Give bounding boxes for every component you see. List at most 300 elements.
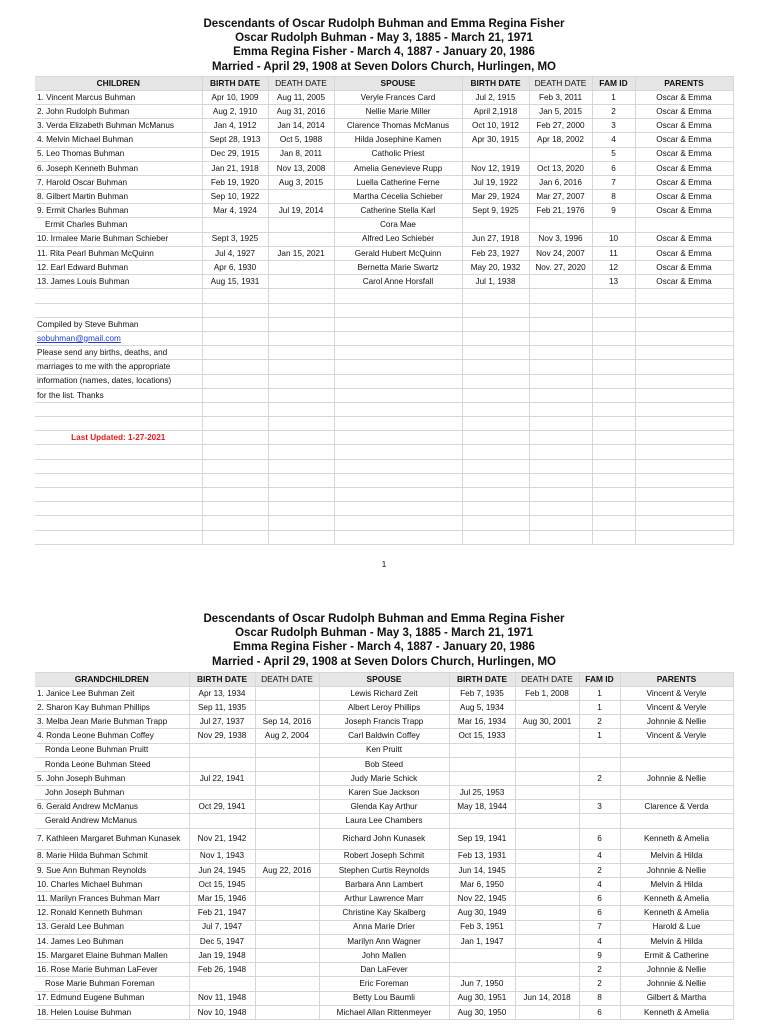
- table-cell: 2: [579, 771, 620, 785]
- table-cell: [449, 743, 515, 757]
- table-cell: [529, 303, 592, 317]
- table-cell: Aug 22, 2016: [255, 863, 319, 877]
- table-cell: [462, 360, 529, 374]
- table-cell: [334, 374, 462, 388]
- table-cell: Dec 29, 1915: [202, 147, 268, 161]
- table-cell: Mar 15, 1946: [189, 892, 255, 906]
- table-cell: [202, 488, 268, 502]
- table-cell: [268, 402, 334, 416]
- table-cell: Sep 11, 1935: [189, 700, 255, 714]
- empty-row: [35, 417, 733, 431]
- table-row: [35, 863, 733, 877]
- table-cell: [620, 757, 733, 771]
- table-cell: Nov 1, 1943: [189, 849, 255, 863]
- table-cell: [579, 786, 620, 800]
- table-cell: Ken Pruitt: [319, 743, 449, 757]
- table-cell: [515, 771, 579, 785]
- table-cell: 10. Charles Michael Buhman: [35, 878, 189, 892]
- table-cell: [515, 934, 579, 948]
- table-cell: Nellie Marie Miller: [334, 104, 462, 118]
- table-cell: [635, 360, 733, 374]
- table-cell: [268, 516, 334, 530]
- table-cell: Feb 21, 1947: [189, 906, 255, 920]
- table-cell: [515, 828, 579, 849]
- table-row: [35, 828, 733, 849]
- table-cell: [189, 757, 255, 771]
- table-cell: [449, 814, 515, 828]
- table-cell: [202, 317, 268, 331]
- table-cell: 15. Margaret Elaine Buhman Mallen: [35, 948, 189, 962]
- table-cell: [592, 374, 635, 388]
- table-row: [35, 948, 733, 962]
- empty-row: [35, 402, 733, 416]
- table-cell: [268, 303, 334, 317]
- table-cell: Sept 3, 1925: [202, 232, 268, 246]
- table-cell: [635, 473, 733, 487]
- table-row: [35, 991, 733, 1005]
- table-cell: Johnnie & Nellie: [620, 977, 733, 991]
- table-row: [35, 204, 733, 218]
- table-cell: [255, 828, 319, 849]
- table-cell: Apr 30, 1915: [462, 133, 529, 147]
- table-cell: [620, 743, 733, 757]
- table-cell: 1: [579, 729, 620, 743]
- table-row: [35, 977, 733, 991]
- table-cell: [255, 1005, 319, 1019]
- table-cell: Apr 6, 1930: [202, 261, 268, 275]
- table-cell: Nov 10, 1948: [189, 1005, 255, 1019]
- table-cell: Feb 13, 1931: [449, 849, 515, 863]
- table-cell: Oscar & Emma: [635, 275, 733, 289]
- table-cell: [462, 445, 529, 459]
- table-cell: [529, 459, 592, 473]
- column-header: SPOUSE: [319, 673, 449, 687]
- table-cell: [635, 488, 733, 502]
- request-note: information (names, dates, locations): [35, 374, 202, 388]
- table-cell: Kenneth & Amelia: [620, 906, 733, 920]
- table-cell: Bob Steed: [319, 757, 449, 771]
- table-cell: [529, 516, 592, 530]
- table-cell: [592, 402, 635, 416]
- table-cell: [462, 516, 529, 530]
- table-cell: [268, 530, 334, 544]
- table-cell: Apr 18, 2002: [529, 133, 592, 147]
- table-cell: [255, 686, 319, 700]
- table-cell: [515, 786, 579, 800]
- table-cell: [268, 388, 334, 402]
- table-cell: Alfred Leo Schieber: [334, 232, 462, 246]
- table-cell: [462, 346, 529, 360]
- table-cell: Kenneth & Amelia: [620, 1005, 733, 1019]
- table-cell: 2: [579, 963, 620, 977]
- table-cell: [592, 431, 635, 445]
- table-row: [35, 934, 733, 948]
- table-cell: [515, 906, 579, 920]
- table-cell: Jan 14, 2014: [268, 119, 334, 133]
- table-cell: [255, 771, 319, 785]
- table-cell: [35, 303, 202, 317]
- table-cell: 6. Joseph Kenneth Buhman: [35, 161, 202, 175]
- table-cell: 12. Ronald Kenneth Buhman: [35, 906, 189, 920]
- table-cell: Lewis Richard Zeit: [319, 686, 449, 700]
- table-cell: May 18, 1944: [449, 800, 515, 814]
- table-cell: Feb 7, 1935: [449, 686, 515, 700]
- table-cell: [620, 786, 733, 800]
- table-cell: 12: [592, 261, 635, 275]
- table-cell: [35, 516, 202, 530]
- table-cell: [635, 317, 733, 331]
- table-cell: [255, 991, 319, 1005]
- empty-row: [35, 502, 733, 516]
- table-cell: [592, 346, 635, 360]
- table-cell: [635, 303, 733, 317]
- table-cell: [268, 502, 334, 516]
- table-cell: [592, 473, 635, 487]
- table-cell: Sep 19, 1941: [449, 828, 515, 849]
- table-cell: [462, 530, 529, 544]
- table-cell: [635, 374, 733, 388]
- table-cell: [635, 218, 733, 232]
- table-cell: [334, 388, 462, 402]
- table-cell: [449, 757, 515, 771]
- table-cell: [268, 331, 334, 345]
- table-cell: Luella Catherine Ferne: [334, 175, 462, 189]
- table-cell: Jan 19, 1948: [189, 948, 255, 962]
- table-cell: [202, 431, 268, 445]
- table-cell: Nov 24, 2007: [529, 246, 592, 260]
- table-cell: Ermit Charles Buhman: [35, 218, 202, 232]
- table-cell: Nov. 27, 2020: [529, 261, 592, 275]
- column-header: CHILDREN: [35, 77, 202, 91]
- table-cell: [189, 786, 255, 800]
- table-cell: Gerald Hubert McQuinn: [334, 246, 462, 260]
- table-cell: Aug 2, 1910: [202, 104, 268, 118]
- table-cell: [529, 317, 592, 331]
- table-cell: [592, 303, 635, 317]
- table-row: [35, 729, 733, 743]
- table-cell: [529, 331, 592, 345]
- table-cell: 11. Marilyn Frances Buhman Marr: [35, 892, 189, 906]
- table-cell: Barbara Ann Lambert: [319, 878, 449, 892]
- table-cell: Sept 28, 1913: [202, 133, 268, 147]
- table-cell: [635, 331, 733, 345]
- heading-married: Married - April 29, 1908 at Seven Dolors Church, Hurlingen, MO: [211, 60, 557, 73]
- table-cell: [449, 948, 515, 962]
- table-cell: Robert Joseph Schmit: [319, 849, 449, 863]
- table-cell: [202, 388, 268, 402]
- table-cell: Jul 27, 1937: [189, 715, 255, 729]
- table-cell: 9. Sue Ann Buhman Reynolds: [35, 863, 189, 877]
- table-cell: [515, 892, 579, 906]
- table-cell: 18. Helen Louise Buhman: [35, 1005, 189, 1019]
- table-cell: Oct 15, 1933: [449, 729, 515, 743]
- table-cell: [529, 388, 592, 402]
- table-cell: Marilyn Ann Wagner: [319, 934, 449, 948]
- table-cell: 13. Gerald Lee Buhman: [35, 920, 189, 934]
- table-cell: [529, 346, 592, 360]
- table-cell: Clarence Thomas McManus: [334, 119, 462, 133]
- table-cell: Richard John Kunasek: [319, 828, 449, 849]
- table-cell: [189, 977, 255, 991]
- table-cell: Mar 6, 1950: [449, 878, 515, 892]
- table-cell: Joseph Francis Trapp: [319, 715, 449, 729]
- table-cell: 1. Janice Lee Buhman Zeit: [35, 686, 189, 700]
- table-cell: 7: [592, 175, 635, 189]
- table-cell: [515, 729, 579, 743]
- table-cell: 9: [592, 204, 635, 218]
- table-cell: [529, 530, 592, 544]
- table-cell: Nov 3, 1996: [529, 232, 592, 246]
- table-cell: 6. Gerald Andrew McManus: [35, 800, 189, 814]
- table-cell: 8: [592, 190, 635, 204]
- table-cell: [462, 303, 529, 317]
- table-cell: [334, 488, 462, 502]
- table-cell: Oscar & Emma: [635, 104, 733, 118]
- table-cell: Mar 29, 1924: [462, 190, 529, 204]
- table-cell: Oct 29, 1941: [189, 800, 255, 814]
- table-cell: [268, 232, 334, 246]
- table-cell: Apr 10, 1909: [202, 90, 268, 104]
- table-cell: [635, 445, 733, 459]
- table-cell: 9: [579, 948, 620, 962]
- table-cell: [635, 346, 733, 360]
- table-cell: Aug 30, 1949: [449, 906, 515, 920]
- column-header: DEATH DATE: [268, 77, 334, 91]
- table-cell: Jul 19, 1922: [462, 175, 529, 189]
- table-cell: Jul 7, 1947: [189, 920, 255, 934]
- table-cell: [334, 289, 462, 303]
- table-cell: Carl Baldwin Coffey: [319, 729, 449, 743]
- table-cell: 11: [592, 246, 635, 260]
- table-cell: [462, 502, 529, 516]
- table-cell: Jul 25, 1953: [449, 786, 515, 800]
- table-cell: [462, 459, 529, 473]
- table-cell: Bernetta Marie Swartz: [334, 261, 462, 275]
- table-cell: [529, 218, 592, 232]
- column-header: PARENTS: [635, 77, 733, 91]
- table-cell: [255, 700, 319, 714]
- table-cell: Amelia Genevieve Rupp: [334, 161, 462, 175]
- table-cell: [592, 331, 635, 345]
- table-cell: 8. Gilbert Martin Buhman: [35, 190, 202, 204]
- table-cell: Kenneth & Amelia: [620, 892, 733, 906]
- table-cell: [268, 190, 334, 204]
- table-cell: [35, 445, 202, 459]
- table-cell: Karen Sue Jackson: [319, 786, 449, 800]
- table-cell: [255, 786, 319, 800]
- table-cell: Sept 9, 1925: [462, 204, 529, 218]
- table-cell: [592, 445, 635, 459]
- table-cell: [635, 388, 733, 402]
- table-cell: 8. Marie Hilda Buhman Schmit: [35, 849, 189, 863]
- table-cell: Aug 31, 2016: [268, 104, 334, 118]
- table-row: [35, 743, 733, 757]
- table-cell: Jan 8, 2011: [268, 147, 334, 161]
- table-cell: John Joseph Buhman: [35, 786, 189, 800]
- table-cell: [592, 317, 635, 331]
- table-cell: Dec 5, 1947: [189, 934, 255, 948]
- table-cell: 1: [592, 90, 635, 104]
- table-cell: [529, 445, 592, 459]
- table-cell: Oscar & Emma: [635, 204, 733, 218]
- table-cell: [255, 878, 319, 892]
- empty-row: [35, 388, 733, 402]
- table-cell: Oct 15, 1945: [189, 878, 255, 892]
- empty-row: [35, 346, 733, 360]
- table-cell: [202, 331, 268, 345]
- table-row: [35, 963, 733, 977]
- table-cell: Gilbert & Martha: [620, 991, 733, 1005]
- table-cell: [592, 530, 635, 544]
- table-cell: 6: [579, 828, 620, 849]
- table-cell: [35, 530, 202, 544]
- empty-row: [35, 303, 733, 317]
- table-row: [35, 190, 733, 204]
- table-cell: Jan 21, 1918: [202, 161, 268, 175]
- table-cell: [268, 374, 334, 388]
- table-cell: Christine Kay Skalberg: [319, 906, 449, 920]
- table-cell: Oct 10, 1912: [462, 119, 529, 133]
- table-cell: Nov 13, 2008: [268, 161, 334, 175]
- empty-row: [35, 445, 733, 459]
- table-cell: [35, 473, 202, 487]
- table-cell: [635, 459, 733, 473]
- table-cell: Veryle Frances Card: [334, 90, 462, 104]
- table-cell: [35, 459, 202, 473]
- table-cell: Anna Marie Drier: [319, 920, 449, 934]
- table-cell: Dan LaFever: [319, 963, 449, 977]
- table-row: [35, 90, 733, 104]
- table-cell: [255, 892, 319, 906]
- table-row: [35, 104, 733, 118]
- table-cell: Mar 27, 2007: [529, 190, 592, 204]
- table-cell: [515, 814, 579, 828]
- table-cell: [202, 289, 268, 303]
- table-cell: Mar 16, 1934: [449, 715, 515, 729]
- table-row: [35, 686, 733, 700]
- table-cell: [202, 516, 268, 530]
- table-cell: [462, 317, 529, 331]
- table-cell: [529, 374, 592, 388]
- table-cell: [334, 360, 462, 374]
- table-cell: Gerald Andrew McManus: [35, 814, 189, 828]
- table-cell: [579, 743, 620, 757]
- table-cell: Feb 23, 1927: [462, 246, 529, 260]
- table-cell: [255, 757, 319, 771]
- table-row: [35, 119, 733, 133]
- column-header: GRANDCHILDREN: [35, 673, 189, 687]
- table-cell: [334, 431, 462, 445]
- table-cell: [515, 920, 579, 934]
- table-cell: Catholic Priest: [334, 147, 462, 161]
- heading-oscar: Oscar Rudolph Buhman - May 3, 1885 - March 21, 1971: [235, 32, 533, 45]
- table-cell: 2: [579, 715, 620, 729]
- empty-row: [35, 289, 733, 303]
- table-cell: Vincent & Veryle: [620, 729, 733, 743]
- compiled-by-note: Compiled by Steve Buhman: [35, 317, 202, 331]
- table-cell: [334, 459, 462, 473]
- email-link[interactable]: sobuhman@gmail.com: [37, 333, 121, 343]
- table-row: [35, 275, 733, 289]
- table-cell: Nov 22, 1945: [449, 892, 515, 906]
- page-number: 1: [381, 559, 387, 569]
- table-cell: Vincent & Veryle: [620, 686, 733, 700]
- table-cell: Martha Cecelia Schieber: [334, 190, 462, 204]
- table-cell: Jun 27, 1918: [462, 232, 529, 246]
- table-row: [35, 906, 733, 920]
- table-cell: 3. Melba Jean Marie Buhman Trapp: [35, 715, 189, 729]
- table-cell: [462, 388, 529, 402]
- table-cell: Aug 11, 2005: [268, 90, 334, 104]
- table-cell: [189, 814, 255, 828]
- table-cell: [334, 402, 462, 416]
- table-cell: Johnnie & Nellie: [620, 863, 733, 877]
- table-cell: Hilda Josephine Kamen: [334, 133, 462, 147]
- table-cell: [529, 275, 592, 289]
- table-cell: Johnnie & Nellie: [620, 715, 733, 729]
- table-cell: [515, 863, 579, 877]
- column-header: DEATH DATE: [255, 673, 319, 687]
- heading-title: Descendants of Oscar Rudolph Buhman and Emma Regina Fisher: [203, 613, 565, 625]
- table-cell: Sep 10, 1922: [202, 190, 268, 204]
- empty-row: [35, 374, 733, 388]
- table-cell: Melvin & Hilda: [620, 934, 733, 948]
- heading-emma: Emma Regina Fisher - March 4, 1887 - January 20, 1986: [233, 641, 535, 654]
- table-cell: [592, 388, 635, 402]
- table-cell: [334, 317, 462, 331]
- table-cell: 1. Vincent Marcus Buhman: [35, 90, 202, 104]
- table-cell: [462, 147, 529, 161]
- table-cell: [635, 530, 733, 544]
- table-cell: Judy Marie Schick: [319, 771, 449, 785]
- table-row: [35, 175, 733, 189]
- table-cell: 16. Rose Marie Buhman LaFever: [35, 963, 189, 977]
- table-cell: 9. Ermit Charles Buhman: [35, 204, 202, 218]
- table-cell: [592, 289, 635, 303]
- table-cell: Jul 22, 1941: [189, 771, 255, 785]
- table-cell: Nov 21, 1942: [189, 828, 255, 849]
- table-cell: Oct 5, 1988: [268, 133, 334, 147]
- table-cell: [592, 417, 635, 431]
- table-cell: [462, 417, 529, 431]
- table-cell: [449, 771, 515, 785]
- table-cell: [255, 948, 319, 962]
- table-cell: [579, 814, 620, 828]
- table-cell: [592, 488, 635, 502]
- column-header: FAM ID: [579, 673, 620, 687]
- empty-row: [35, 331, 733, 345]
- table-cell: [592, 502, 635, 516]
- table-cell: Betty Lou Baumli: [319, 991, 449, 1005]
- table-cell: [202, 445, 268, 459]
- table-cell: [334, 473, 462, 487]
- table-cell: [268, 473, 334, 487]
- last-updated-note: Last Updated: 1-27-2021: [35, 431, 202, 445]
- column-header: DEATH DATE: [529, 77, 592, 91]
- table-cell: [35, 488, 202, 502]
- table-cell: [202, 530, 268, 544]
- table-cell: 4: [579, 849, 620, 863]
- table-cell: Arthur Lawrence Marr: [319, 892, 449, 906]
- table-cell: 5. John Joseph Buhman: [35, 771, 189, 785]
- table-cell: [592, 516, 635, 530]
- table-cell: 11. Rita Pearl Buhman McQuinn: [35, 246, 202, 260]
- table-cell: Vincent & Veryle: [620, 700, 733, 714]
- table-cell: Jan 1, 1947: [449, 934, 515, 948]
- table-cell: Jun 24, 1945: [189, 863, 255, 877]
- children-table: [35, 76, 734, 545]
- table-cell: [462, 218, 529, 232]
